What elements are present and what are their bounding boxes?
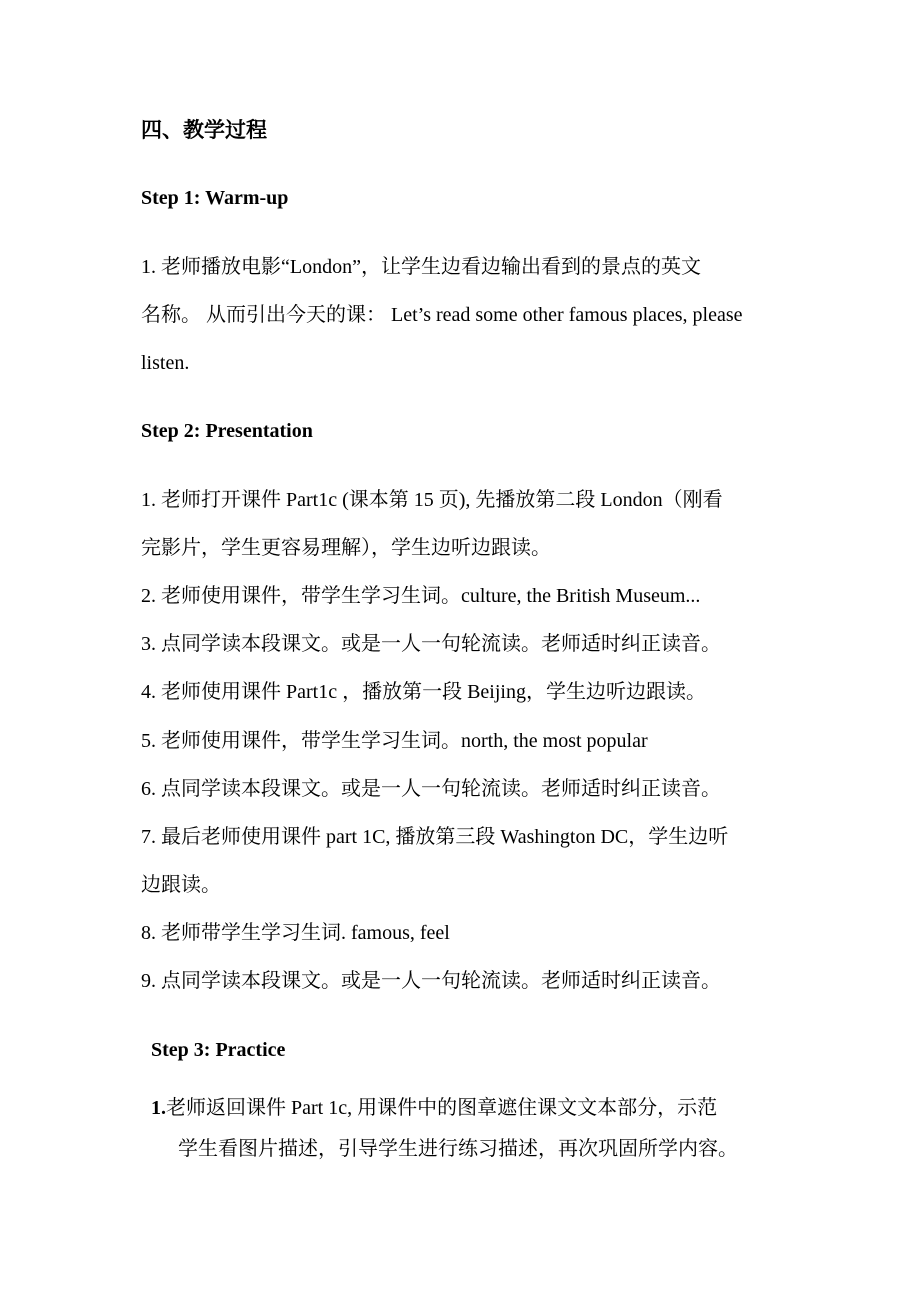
step3-item1-line-2: 学生看图片描述，引导学生进行练习描述，再次巩固所学内容。 bbox=[178, 1138, 738, 1160]
step3-item1-text-1: 老师返回课件 Part 1c, 用课件中的图章遮住课文文本部分，示范 bbox=[166, 1097, 718, 1119]
step2-line-1: 1. 老师打开课件 Part1c (课本第 15 页), 先播放第二段 London（刚看 bbox=[141, 489, 723, 511]
step1-line-2: 名称。 从而引出今天的课： Let’s read some other famous places, please bbox=[141, 304, 743, 326]
step2-line-6: 5. 老师使用课件，带学生学习生词。north, the most popular bbox=[141, 730, 648, 752]
section-title: 四、教学过程 bbox=[141, 118, 267, 142]
step2-line-9: 边跟读。 bbox=[141, 874, 221, 896]
step2-title: Step 2: Presentation bbox=[141, 420, 313, 442]
step2-line-10: 8. 老师带学生学习生词. famous, feel bbox=[141, 922, 450, 944]
step2-line-5: 4. 老师使用课件 Part1c ，播放第一段 Beijing，学生边听边跟读。 bbox=[141, 681, 706, 703]
step1-title: Step 1: Warm-up bbox=[141, 187, 289, 209]
step2-line-8: 7. 最后老师使用课件 part 1C, 播放第三段 Washington DC，学生边听 bbox=[141, 826, 729, 848]
step1-line-1: 1. 老师播放电影“London”，让学生边看边输出看到的景点的英文 bbox=[141, 256, 701, 278]
step2-line-3: 2. 老师使用课件，带学生学习生词。culture, the British Museum... bbox=[141, 585, 701, 607]
step3-item1-number: 1. bbox=[151, 1097, 166, 1119]
step2-line-2: 完影片，学生更容易理解），学生边听边跟读。 bbox=[141, 537, 551, 559]
step2-line-11: 9. 点同学读本段课文。或是一人一句轮流读。老师适时纠正读音。 bbox=[141, 970, 721, 992]
step3-item1-line-1 bbox=[151, 1094, 717, 1122]
step1-line-3: listen. bbox=[141, 352, 190, 374]
step3-title: Step 3: Practice bbox=[151, 1039, 286, 1061]
step2-line-4: 3. 点同学读本段课文。或是一人一句轮流读。老师适时纠正读音。 bbox=[141, 633, 721, 655]
step2-line-7: 6. 点同学读本段课文。或是一人一句轮流读。老师适时纠正读音。 bbox=[141, 778, 721, 800]
